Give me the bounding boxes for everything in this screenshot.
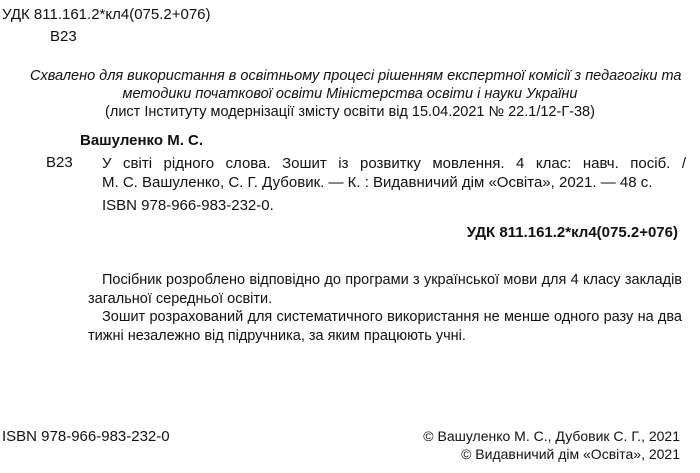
approval-statement-line-1: Схвалено для використання в освітньому процесі рішенням експертної комісії з педагогіки та (30, 68, 682, 84)
footer-isbn: ISBN 978-966-983-232-0 (2, 428, 170, 445)
catalog-udk-code: УДК 811.161.2*кл4(075.2+076) (466, 224, 678, 241)
copyright-publisher: © Видавничий дім «Освіта», 2021 (461, 446, 680, 462)
udk-code-top: УДК 811.161.2*кл4(075.2+076) (2, 6, 211, 23)
catalog-bbk-code: В23 (46, 154, 73, 171)
catalog-description (102, 154, 686, 192)
catalog-description-line-1: У світі рідного слова. Зошит із розвитку мовлення. 4 клас: навч. посіб. / (102, 155, 686, 172)
approval-reference: (лист Інституту модернізації змісту освіти від 15.04.2021 № 22.1/12-Г-38) (105, 104, 595, 120)
catalog-author: Вашуленко М. С. (80, 132, 204, 149)
catalog-isbn: ISBN 978-966-983-232-0. (102, 197, 274, 214)
catalog-description-line-2: М. С. Вашуленко, С. Г. Дубовик. — К. : Видавничий дім «Освіта», 2021. — 48 с. (102, 174, 653, 191)
approval-statement-line-2: методики початкової освіти Міністерства освіти і науки України (122, 86, 578, 102)
annotation-paragraph-2: Зошит розрахований для систематичного використання не менше одного разу на два тижні незалежно від підручника, за яким працюють учні. (88, 309, 682, 344)
annotation-paragraph-1: Посібник розроблено відповідно до програми з української мови для 4 класу закладів загальної середньої освіти. (88, 272, 682, 307)
copyright-authors: © Вашуленко М. С., Дубовик С. Г., 2021 (423, 428, 680, 444)
bbk-code-top: В23 (50, 28, 77, 45)
